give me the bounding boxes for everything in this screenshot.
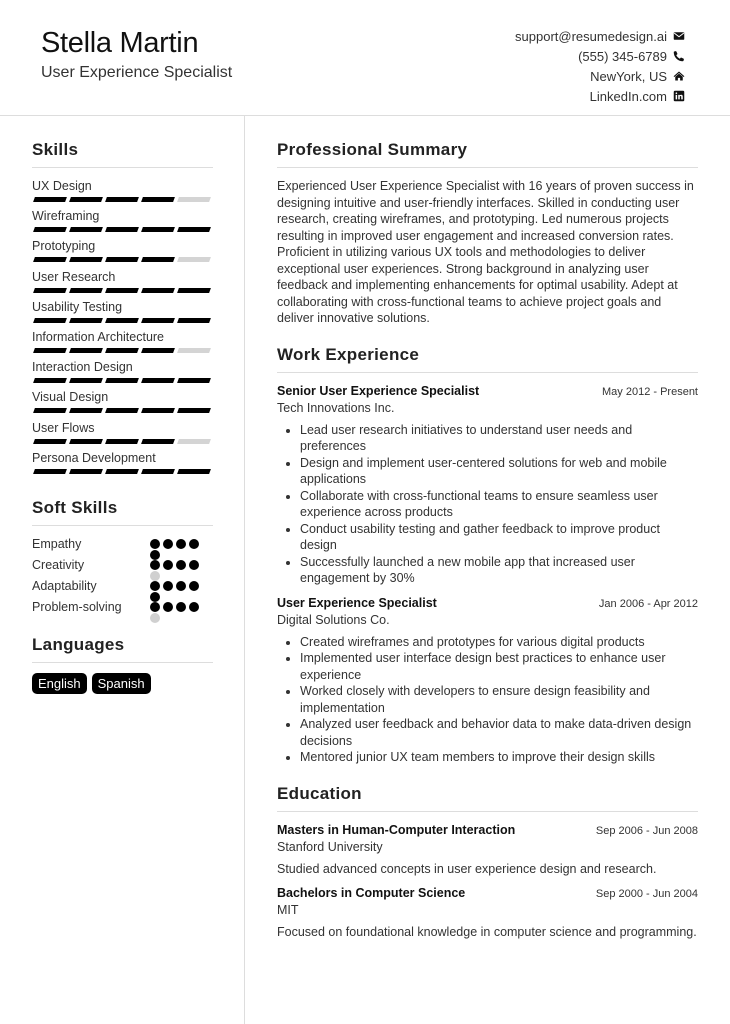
soft-skills-section: [32, 498, 213, 620]
level-segment: [33, 227, 67, 232]
degree-name: Masters in Human-Computer Interaction: [277, 822, 516, 837]
column-divider: [244, 116, 245, 1024]
level-dot: [150, 560, 160, 570]
education-entry: [277, 822, 698, 878]
job-entry: [277, 383, 698, 587]
skill-item: [32, 269, 213, 299]
job-header: [277, 595, 698, 612]
soft-skill-dots: [150, 602, 202, 612]
linkedin-text: LinkedIn.com: [589, 88, 667, 104]
level-segment: [69, 408, 103, 413]
school-name: MIT: [277, 903, 299, 917]
level-segment: [177, 378, 211, 383]
level-dot: [150, 539, 160, 549]
education-dates: Sep 2006 - Jun 2008: [595, 824, 698, 837]
level-segment: [141, 378, 175, 383]
skill-level-bar: [32, 439, 213, 444]
experience-heading: Work Experience: [277, 345, 698, 373]
language-badge: Spanish: [92, 673, 151, 694]
bullet-item: • Analyzed user feedback and behavior data to make data-driven design decisions: [300, 716, 698, 749]
skill-item: [32, 299, 213, 329]
soft-skill-name: Creativity: [32, 557, 85, 572]
soft-skills-heading: Soft Skills: [32, 498, 213, 526]
skill-name: User Flows: [32, 420, 95, 435]
level-segment: [105, 348, 139, 353]
soft-skill-item: [32, 578, 213, 599]
skill-level-bar: [32, 348, 213, 353]
level-dot: [176, 581, 186, 591]
level-segment: [33, 408, 67, 413]
level-segment: [105, 318, 139, 323]
level-segment: [33, 378, 67, 383]
linkedin-icon: [673, 90, 685, 102]
level-segment: [177, 439, 211, 444]
level-segment: [141, 318, 175, 323]
skill-name: Wireframing: [32, 209, 100, 224]
contact-list: [515, 26, 685, 106]
soft-skill-name: Problem-solving: [32, 599, 122, 614]
level-segment: [105, 197, 139, 202]
skill-level-bar: [32, 469, 213, 474]
job-title: Senior User Experience Specialist: [277, 383, 480, 398]
summary-section: [277, 140, 698, 327]
degree-name: Bachelors in Computer Science: [277, 886, 466, 900]
level-segment: [141, 197, 175, 202]
level-segment: [105, 439, 139, 444]
level-segment: [33, 197, 67, 202]
skill-name: Persona Development: [32, 450, 156, 465]
skill-name: Usability Testing: [32, 299, 123, 314]
contact-linkedin[interactable]: [515, 86, 685, 106]
skill-level-bar: [32, 257, 213, 262]
skill-name: Information Architecture: [32, 329, 165, 344]
level-segment: [69, 257, 103, 262]
skill-name: Prototyping: [32, 239, 96, 254]
level-segment: [105, 227, 139, 232]
level-segment: [33, 439, 67, 444]
level-dot: [163, 539, 173, 549]
level-dot: [189, 581, 199, 591]
level-segment: [105, 257, 139, 262]
skill-item: [32, 389, 213, 419]
bullet-item: • Worked closely with developers to ensure design feasibility and implementation: [300, 683, 698, 716]
level-segment: [177, 318, 211, 323]
company-name: Tech Innovations Inc.: [277, 400, 395, 415]
skill-item: [32, 450, 213, 480]
phone-icon: [673, 50, 685, 62]
skill-level-bar: [32, 197, 213, 202]
soft-skill-item: [32, 599, 213, 620]
level-segment: [33, 257, 67, 262]
level-segment: [141, 257, 175, 262]
level-segment: [141, 227, 175, 232]
level-segment: [177, 408, 211, 413]
education-description: Studied advanced concepts in user experience design and research.: [277, 861, 657, 876]
education-section: [277, 784, 698, 941]
contact-phone[interactable]: [515, 46, 685, 66]
summary-heading: Professional Summary: [277, 140, 698, 168]
soft-skill-item: [32, 557, 213, 578]
languages-section: [32, 635, 213, 694]
skill-name: Interaction Design: [32, 360, 133, 375]
level-segment: [33, 469, 67, 474]
bullet-item: • Collaborate with cross-functional teams to ensure seamless user experience across products: [300, 488, 698, 521]
job-bullets: [277, 422, 698, 587]
school-name: Stanford University: [277, 839, 383, 854]
experience-section: [277, 345, 698, 766]
level-dot: [176, 539, 186, 549]
bullet-item: • Conduct usability testing and gather feedback to improve product design: [300, 521, 698, 554]
language-badge: English: [32, 673, 87, 694]
job-dates: May 2012 - Present: [602, 385, 698, 398]
skill-item: [32, 238, 213, 268]
level-segment: [33, 318, 67, 323]
job-dates: Jan 2006 - Apr 2012: [598, 597, 698, 610]
level-segment: [141, 439, 175, 444]
education-list: [277, 822, 698, 941]
level-segment: [105, 378, 139, 383]
skill-item: [32, 359, 213, 389]
level-dot: [163, 560, 173, 570]
jobs-list: [277, 383, 698, 766]
soft-skills-list: [32, 536, 213, 620]
level-segment: [69, 378, 103, 383]
location-text: NewYork, US: [590, 68, 667, 84]
level-segment: [69, 227, 103, 232]
level-segment: [177, 288, 211, 293]
job-title: User Experience Specialist: [277, 595, 437, 610]
skill-level-bar: [32, 227, 213, 232]
education-dates: Sep 2000 - Jun 2004: [595, 888, 698, 900]
bullet-item: • Created wireframes and prototypes for various digital products: [300, 634, 698, 651]
level-segment: [141, 408, 175, 413]
contact-email[interactable]: [515, 26, 685, 46]
soft-skill-name: Empathy: [32, 536, 82, 551]
soft-skill-dots: [150, 539, 202, 549]
left-column: [32, 140, 213, 694]
level-dot: [176, 602, 186, 612]
level-dot: [163, 602, 173, 612]
level-dot: [189, 560, 199, 570]
level-segment: [69, 318, 103, 323]
education-description: Focused on foundational knowledge in computer science and programming.: [277, 925, 697, 939]
level-segment: [177, 227, 211, 232]
level-segment: [177, 197, 211, 202]
skill-level-bar: [32, 408, 213, 413]
soft-skill-dots: [150, 560, 202, 570]
soft-skill-dots: [150, 581, 202, 591]
bullet-item: • Lead user research initiatives to understand user needs and preferences: [300, 422, 698, 455]
skills-section: [32, 140, 213, 480]
education-heading: Education: [277, 784, 698, 812]
education-header: [277, 822, 698, 839]
skill-level-bar: [32, 288, 213, 293]
level-segment: [33, 348, 67, 353]
level-segment: [69, 197, 103, 202]
summary-text: Experienced User Experience Specialist with 16 years of proven success in designing intuitive and user-friendly interfaces. Skilled in conducting user research, creating wireframes, and prototyping. Led numerous projects resulting in improved user engagement and increased conversion rates. Proficient in utilizing various UX tools and methodologies to deliver exceptional user experiences. Strong background in analyzing user feedback and implementing enhancements for optimal usability. Adept at collaborating with cross-functional teams to achieve project goals and deliver innovative solutions.: [277, 179, 694, 325]
skill-item: [32, 420, 213, 450]
level-segment: [69, 439, 103, 444]
envelope-icon: [673, 30, 685, 42]
education-entry: [277, 885, 698, 941]
skill-name: User Research: [32, 269, 116, 284]
job-header: [277, 383, 698, 400]
bullet-item: • Mentored junior UX team members to improve their design skills: [300, 749, 698, 766]
skill-level-bar: [32, 378, 213, 383]
skill-name: UX Design: [32, 179, 92, 193]
level-dot: [189, 602, 199, 612]
resume-header: [0, 0, 730, 116]
level-segment: [69, 469, 103, 474]
level-segment: [177, 469, 211, 474]
level-segment: [141, 288, 175, 293]
bullet-item: • Implemented user interface design best practices to enhance user experience: [300, 650, 698, 683]
level-dot: [189, 539, 199, 549]
bullet-item: • Design and implement user-centered solutions for web and mobile applications: [300, 455, 698, 488]
level-segment: [141, 469, 175, 474]
level-segment: [141, 348, 175, 353]
level-dot: [176, 560, 186, 570]
level-segment: [69, 288, 103, 293]
languages-heading: Languages: [32, 635, 213, 663]
languages-list: [32, 673, 213, 694]
home-icon: [673, 70, 685, 82]
skills-heading: Skills: [32, 140, 213, 168]
right-column: [277, 140, 698, 959]
education-header: [277, 885, 698, 902]
skills-list: [32, 178, 213, 480]
level-segment: [105, 408, 139, 413]
bullet-item: • Successfully launched a new mobile app that increased user engagement by 30%: [300, 554, 698, 587]
skill-item: [32, 178, 213, 208]
level-dot: [150, 581, 160, 591]
company-name: Digital Solutions Co.: [277, 612, 390, 627]
soft-skill-item: [32, 536, 213, 557]
candidate-name: Stella Martin: [41, 27, 199, 59]
level-dot: [150, 613, 160, 623]
level-dot: [163, 581, 173, 591]
level-segment: [33, 288, 67, 293]
job-entry: [277, 595, 698, 766]
skill-item: [32, 329, 213, 359]
job-bullets: [277, 634, 698, 766]
skill-name: Visual Design: [32, 390, 109, 405]
level-dot: [150, 602, 160, 612]
level-segment: [177, 348, 211, 353]
level-segment: [69, 348, 103, 353]
skill-level-bar: [32, 318, 213, 323]
level-segment: [105, 469, 139, 474]
level-segment: [177, 257, 211, 262]
phone-text: (555) 345-6789: [578, 48, 667, 64]
candidate-title: User Experience Specialist: [41, 64, 233, 81]
level-segment: [105, 288, 139, 293]
email-text: support@resumedesign.ai: [515, 28, 667, 44]
contact-location: [515, 66, 685, 86]
skill-item: [32, 208, 213, 238]
soft-skill-name: Adaptability: [32, 578, 97, 593]
